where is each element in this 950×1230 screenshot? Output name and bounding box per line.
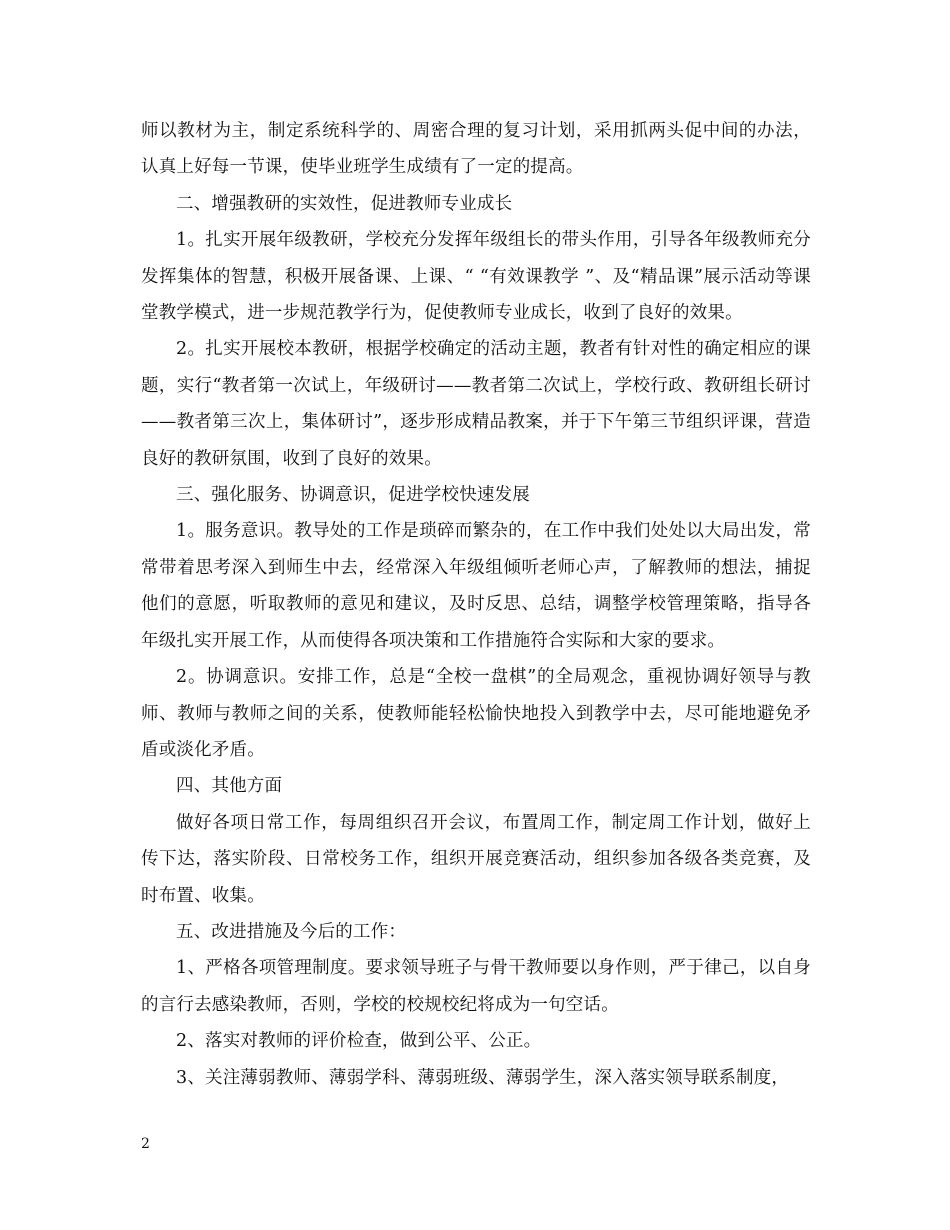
- paragraph-service-awareness: 1。服务意识。教导处的工作是琐碎而繁杂的，在工作中我们处处以大局出发，常常带着思考深入到师生中去，经常深入年级组倾听老师心声，了解教师的想法，捕捉他们的意愿，听取教师的意见和建议，及时反思、总结，调整学校管理策略，指导各年级扎实开展工作，从而使得各项决策和工作措施符合实际和大家的要求。: [141, 521, 811, 651]
- paragraph-continuation: 师以教材为主，制定系统科学的、周密合理的复习计划，采用抓两头促中间的办法，认真上好每一节课，使毕业班学生成绩有了一定的提高。: [141, 121, 811, 178]
- section-heading-4: 四、其他方面: [176, 776, 283, 797]
- paragraph-grade-research: 1。扎实开展年级教研，学校充分发挥年级组长的带头作用，引导各年级教师充分发挥集体的智慧，积极开展备课、上课、“ “有效课教学 ”、及“精品课”展示活动等课堂教学模式，进一步规范教学行为，促使教师专业成长，收到了良好的效果。: [141, 230, 811, 324]
- section-heading-3: 三、强化服务、协调意识，促进学校快速发展: [176, 485, 530, 506]
- section-heading-5: 五、改进措施及今后的工作：: [176, 921, 407, 942]
- paragraph-management-system: 1、严格各项管理制度。要求领导班子与骨干教师要以身作则，严于律己，以自身的言行去感染教师，否则，学校的校规校纪将成为一句空话。: [141, 958, 811, 1015]
- document-body: [141, 113, 811, 1096]
- page-number: 2: [141, 1136, 150, 1152]
- paragraph-daily-work: 做好各项日常工作，每周组织召开会议，布置周工作，制定周工作计划，做好上传下达，落实阶段、日常校务工作，组织开展竞赛活动，组织参加各级各类竞赛，及时布置、收集。: [141, 812, 811, 906]
- paragraph-coordination-awareness: 2。协调意识。安排工作，总是“全校一盘棋”的全局观念，重视协调好领导与教师、教师与教师之间的关系，使教师能轻松愉快地投入到教学中去，尽可能地避免矛盾或淡化矛盾。: [141, 667, 811, 760]
- paragraph-weak-areas: 3、关注薄弱教师、薄弱学科、薄弱班级、薄弱学生，深入落实领导联系制度，: [176, 1067, 790, 1088]
- paragraph-school-research: 2。扎实开展校本教研，根据学校确定的活动主题，教者有针对性的确定相应的课题，实行“教者第一次试上，年级研讨——教者第二次试上，学校行政、教研组长研讨——教者第三次上，集体研讨”，逐步形成精品教案，并于下午第三节组织评课，营造良好的教研氛围，收到了良好的效果。: [141, 339, 811, 469]
- paragraph-teacher-evaluation: 2、落实对教师的评价检查，做到公平、公正。: [176, 1031, 542, 1052]
- section-heading-2: 二、增强教研的实效性，促进教师专业成长: [176, 193, 513, 214]
